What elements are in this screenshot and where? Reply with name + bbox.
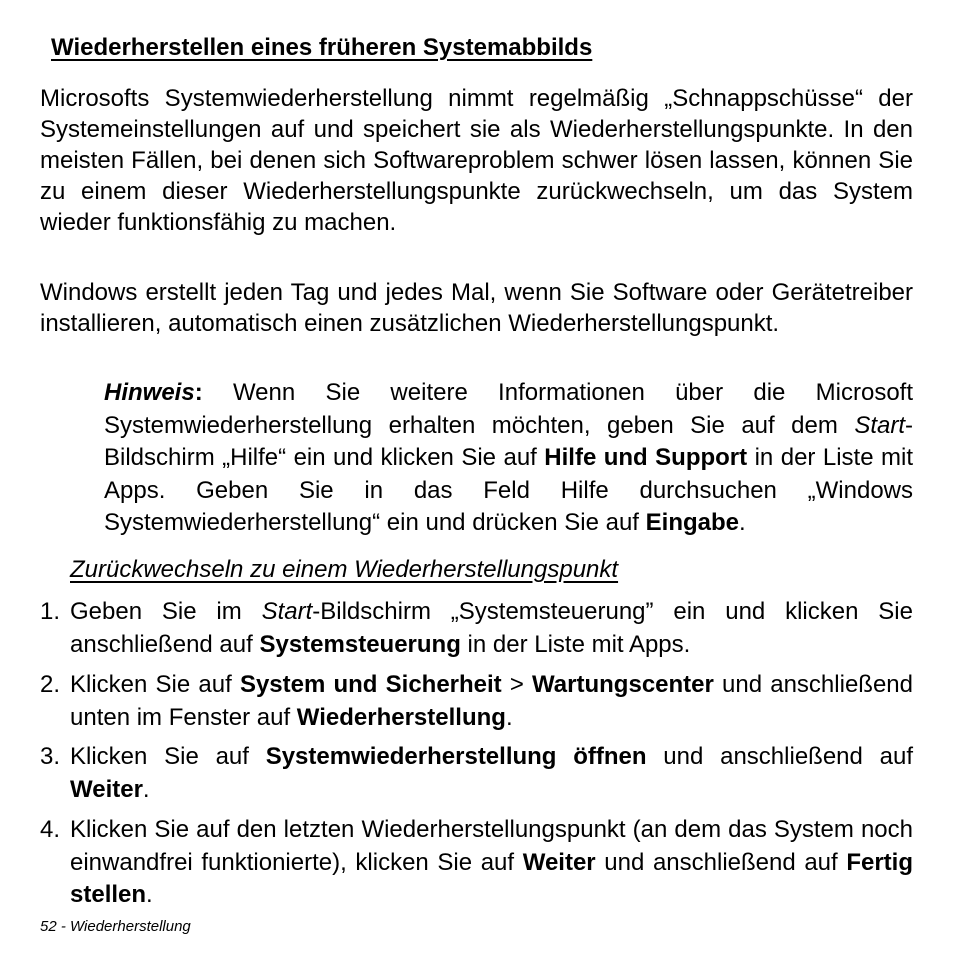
intro-paragraph: Microsofts Systemwiederherstellung nimmt regelmäßig „Schnappschüsse“ der Systemeinstellungen auf und speichert sie als Wiederherstellungspunkte. In den meisten Fällen, bei denen sich Softwareproblem schwer lösen lassen, können Sie zu einem dieser Wiederherstellungspunkte zurückwechseln, um das System wieder funktionsfähig zu machen. [40,85,913,236]
windows-restore-paragraph: Windows erstellt jeden Tag und jedes Mal, wenn Sie Software oder Gerätetreiber installieren, automatisch einen zusätzlichen Wiederherstellungspunkt. [40,279,913,337]
list-item-step-3 [40,741,913,806]
list-item-step-1 [40,596,913,661]
step-number: 4. [40,816,61,843]
step-text: Klicken Sie auf den letzten Wiederherstellungspunkt (an dem das System noch einwandfrei funktionierte), klicken Sie auf Weiter und anschließend auf Fertig stellen. [70,816,913,908]
step-text: Klicken Sie auf System und Sicherheit > Wartungscenter und anschließend unten im Fenster auf Wiederherstellung. [70,671,913,731]
note-block: Hinweis: Wenn Sie weitere Informationen über die Microsoft Systemwiederherstellung erhalten möchten, geben Sie auf dem Start-Bildschirm „Hilfe“ ein und klicken Sie auf Hilfe und Support in der Liste mit Apps. Geben Sie in das Feld Hilfe durchsuchen „Windows Systemwiederherstellung“ ein und drücken Sie auf Eingabe. [104,379,913,536]
page-footer: 52 - Wiederherstellung [40,918,191,935]
list-item-step-4 [40,814,913,912]
step-number: 3. [40,743,61,770]
help-support-term: Hilfe und Support [544,444,748,471]
enter-key-term: Eingabe [645,509,739,536]
start-term: Start [854,411,905,439]
note-label: Hinweis [104,379,195,406]
step-text: Geben Sie im Start-Bildschirm „Systemsteuerung” ein und klicken Sie anschließend auf Systemsteuerung in der Liste mit Apps. [70,598,913,658]
procedure-subheading: Zurückwechseln zu einem Wiederherstellungspunkt [70,556,619,583]
section-heading: Wiederherstellen eines früheren Systemabbilds [51,34,593,61]
list-item-step-2 [40,669,913,734]
step-number: 2. [40,671,61,698]
step-text: Klicken Sie auf Systemwiederherstellung öffnen und anschließend auf Weiter. [70,743,913,803]
step-number: 1. [40,598,61,625]
